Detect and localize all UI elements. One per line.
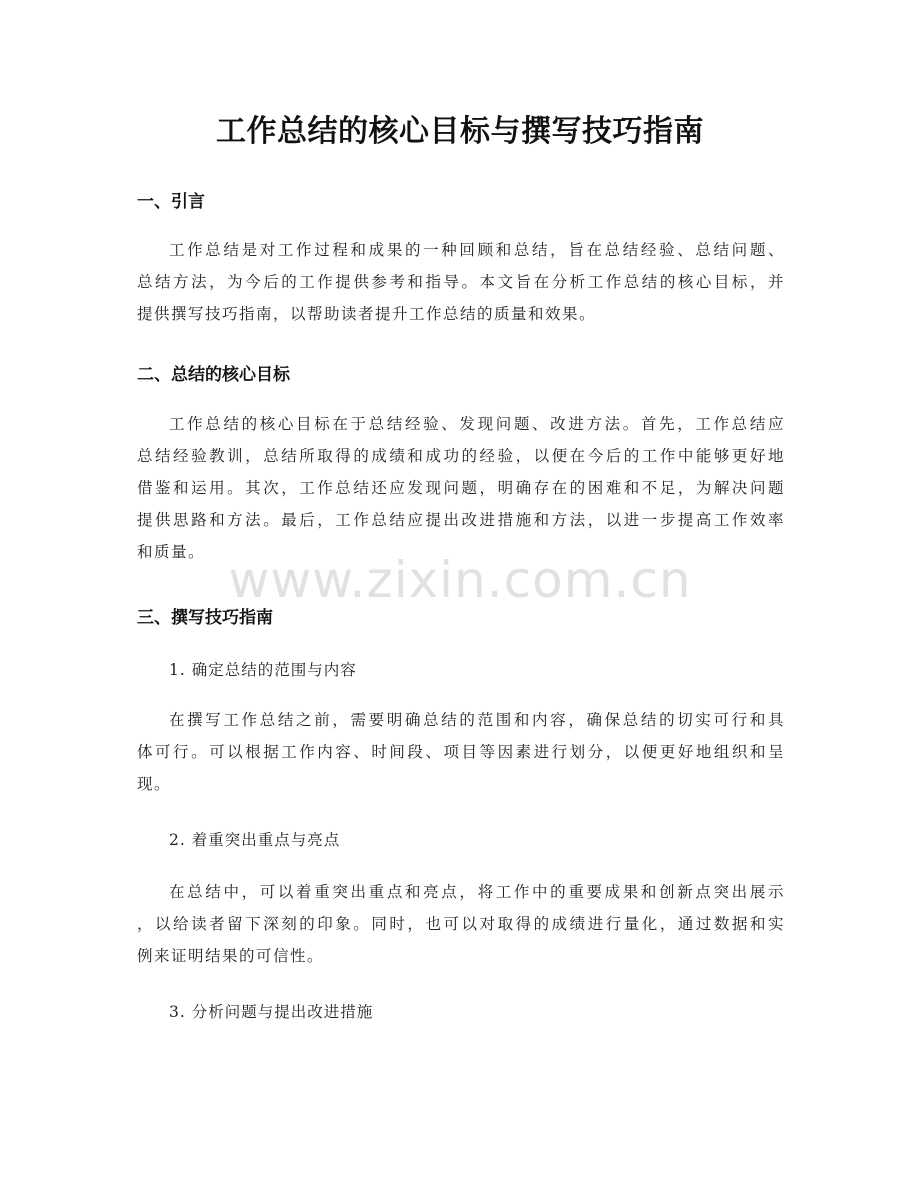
paragraph-line: ，以给读者留下深刻的印象。同时，也可以对取得的成绩进行量化，通过数据和实 [137, 915, 785, 933]
paragraph-line: 总结方法，为今后的工作提供参考和指导。本文旨在分析工作总结的核心目标，并 [137, 273, 785, 291]
tip-2-paragraph [137, 876, 785, 972]
paragraph-line: 工作总结是对工作过程和成果的一种回顾和总结，旨在总结经验、总结问题、 [169, 241, 785, 259]
paragraph-line: 借鉴和运用。其次，工作总结还应发现问题，明确存在的困难和不足，为解决问题 [137, 479, 785, 497]
paragraph-line: 和质量。 [137, 543, 206, 561]
section-heading-core-goals: 二、总结的核心目标 [137, 365, 290, 385]
tip-2-label: 2. 着重突出重点与亮点 [169, 831, 341, 849]
watermark: www.zixin.com.cn [228, 551, 692, 609]
paragraph-line: 提供撰写技巧指南，以帮助读者提升工作总结的质量和效果。 [137, 305, 597, 323]
paragraph-line: 现。 [137, 775, 172, 793]
core-goals-paragraph [137, 408, 785, 568]
tip-1-label: 1. 确定总结的范围与内容 [169, 661, 357, 679]
introduction-paragraph [137, 234, 785, 330]
tip-3-label: 3. 分析问题与提出改进措施 [169, 1003, 374, 1021]
paragraph-line: 体可行。可以根据工作内容、时间段、项目等因素进行划分，以便更好地组织和呈 [137, 743, 785, 761]
document-title: 工作总结的核心目标与撰写技巧指南 [216, 114, 704, 149]
paragraph-line: 总结经验教训，总结所取得的成绩和成功的经验，以便在今后的工作中能够更好地 [137, 447, 785, 465]
section-heading-introduction: 一、引言 [137, 192, 205, 212]
paragraph-line: 提供思路和方法。最后，工作总结应提出改进措施和方法，以进一步提高工作效率 [137, 511, 785, 529]
paragraph-line: 工作总结的核心目标在于总结经验、发现问题、改进方法。首先，工作总结应 [169, 415, 785, 433]
paragraph-line: 例来证明结果的可信性。 [137, 947, 325, 965]
paragraph-line: 在撰写工作总结之前，需要明确总结的范围和内容，确保总结的切实可行和具 [169, 711, 785, 729]
tip-1-paragraph [137, 704, 785, 800]
paragraph-line: 在总结中，可以着重突出重点和亮点，将工作中的重要成果和创新点突出展示 [169, 883, 785, 901]
section-heading-writing-tips: 三、撰写技巧指南 [137, 608, 273, 628]
